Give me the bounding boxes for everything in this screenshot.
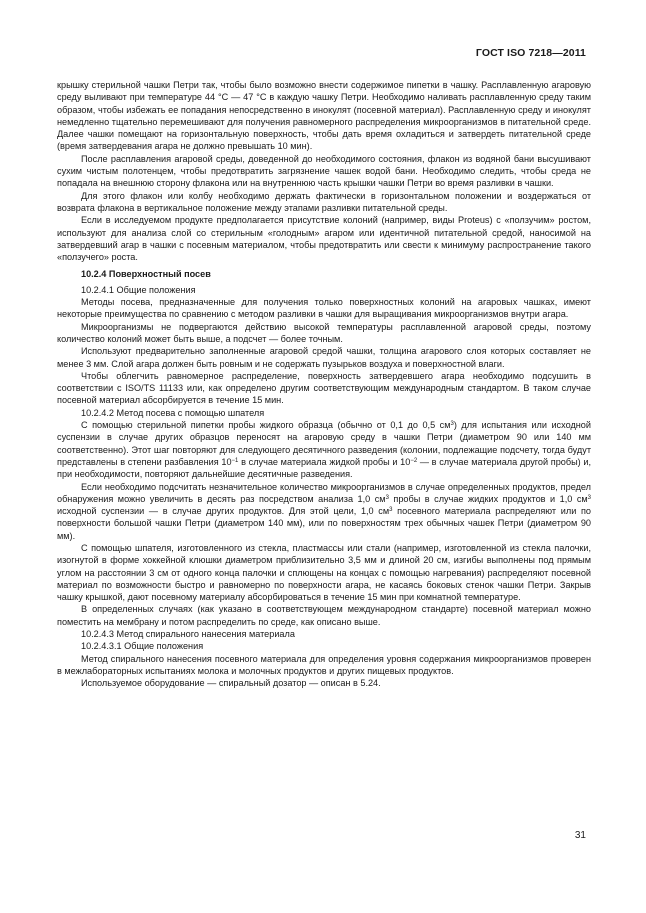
standard-header: ГОСТ ISO 7218—2011 <box>475 47 586 59</box>
paragraph: Используют предварительно заполненные агаровой средой чашки, толщина агарового слоя которых составляет не менее 3 мм. Слой агара должен быть ровным и не содержать пузырьков воздуха и поверхностной влаги. <box>57 346 591 369</box>
paragraph: Если в исследуемом продукте предполагается присутствие колоний (например, виды Proteus) с «ползучим» ростом, используют для анализа слой со стерильным «голодным» агаром или идентичной питательной средой, наносимой на затвердевший агар в чашки с посевным материалом, чтобы предотвратить или свести к минимуму распространение такого «ползучего» роста. <box>57 215 591 263</box>
paragraph: Используемое оборудование — спиральный дозатор — описан в 5.24. <box>81 678 381 689</box>
subsection-heading: 10.2.4.2 Метод посева с помощью шпателя <box>81 407 265 418</box>
paragraph: В определенных случаях (как указано в соответствующем международном стандарте) посевной материал можно поместить на мембрану и потом распределить по среде, как описано выше. <box>57 604 591 627</box>
page-number: 31 <box>574 830 586 841</box>
paragraph: Если необходимо подсчитать незначительное количество микроорганизмов в случае определенных продуктов, предел обнаружения можно увеличить в десять раз посредством анализа 1,0 $см^3$ пробы в случае жидких продуктов и 1,0 $см^3$ исходной суспензии — в случае других продуктов. Для этой цели, 1,0 $см^3$ посевного материала распределяют или по поверхности большой чашки Петри (диаметром 140 мм), или по поверхностям трех обычных чашек Петри (диаметром 90 мм). <box>57 481 591 541</box>
paragraph: Метод спирального нанесения посевного материала для определения уровня содержания микроорганизмов проверен в межлабораторных испытаниях молока и молочных продуктов и других пищевых продуктов. <box>57 653 591 676</box>
section-heading: 10.2.4 Поверхностный посев <box>81 269 211 280</box>
subsection-heading: 10.2.4.1 Общие положения <box>81 284 196 295</box>
subsection-heading: 10.2.4.3.1 Общие положения <box>81 641 204 652</box>
paragraph: С помощью шпателя, изготовленного из стекла, пластмассы или стали (например, изготовленной из стекла палочки, изогнутой в форме хоккейной клюшки диаметром приблизительно 3,5 мм и длиной 20 см, изгибы выполнены под прямым углом на расстоянии 3 см от одного конца палочки и сплющены на концах с помощью нагревания) распределяют посевной материал по возможности быстро и равномерно по поверхности агара, не касаясь боковых стенок чашки Петри. Закрыв чашку крышкой, дают посевному материалу абсорбироваться в течение 15 мин при комнатной температуре. <box>57 542 591 603</box>
paragraph: Чтобы облегчить равномерное распределение, поверхность затвердевшего агара необходимо подсушить в соответствии с ISO/TS 11133 или, как определено другим соответствующим международным стандартом. В таком случае посевной материал абсорбируется в течение 15 мин. <box>57 370 591 406</box>
document-body <box>57 79 591 690</box>
subsection-heading: 10.2.4.3 Метод спирального нанесения материала <box>81 629 295 640</box>
paragraph: Микроорганизмы не подвергаются действию высокой температуры расплавленной агаровой среды, поэтому количество колоний может быть выше, а подсчет — более точным. <box>57 321 591 344</box>
paragraph: крышку стерильной чашки Петри так, чтобы было возможно внести содержимое пипетки в чашку. Расплавленную агаровую среду выливают при температуре 44 °С — 47 °С в каждую чашку Петри. Необходимо наливать расплавленную среду таким образом, чтобы избежать ее попадания непосредственно в инокулят (посевной материал). Расплавленную среду и инокулят немедленно тщательно перемешивают для получения равномерного распределения микроорганизмов в питательной среде. Далее чашки помещают на горизонтальную поверхность, чтобы дать время охладиться и затвердеть питательной среде (время затвердевания агара не должно превышать 10 мин). <box>57 80 591 152</box>
paragraph: После расплавления агаровой среды, доведенной до необходимого состояния, флакон из водяной бани высушивают сухим чистым полотенцем, чтобы предотвратить загрязнение чашек водой бани. Необходимо следить, чтобы среда не попадала на внешнюю сторону флакона или на внутреннюю часть крышки чашки Петри во время разливки в чашки. <box>57 153 591 189</box>
paragraph: Для этого флакон или колбу необходимо держать фактически в горизонтальном положении и воздержаться от возврата флакона в вертикальное положение между этапами разливки питательной среды. <box>57 190 591 213</box>
paragraph: С помощью стерильной пипетки пробы жидкого образца (обычно от 0,1 до 0,5 $см^3$) для испытания или исходной суспензии в случае других образцов переносят на агаровую среду в чашки Петри (диаметром 90 или 140 мм соответственно). Этот шаг повторяют для следующего десятичного разведения (колонии, подлежащие подсчету, тогда будут представлены в степени разбавления $10^{-1}$ в случае материала жидкой пробы и $10^{-2}$ — в случае материала другой пробы) и, при необходимости, повторяют дальнейшие десятичные разведения. <box>57 420 591 480</box>
paragraph: Методы посева, предназначенные для получения только поверхностных колоний на агаровых чашках, имеют некоторые преимущества по сравнению с методом разливки в чашки для выращивания микроорганизмов внутри агара. <box>57 297 591 320</box>
